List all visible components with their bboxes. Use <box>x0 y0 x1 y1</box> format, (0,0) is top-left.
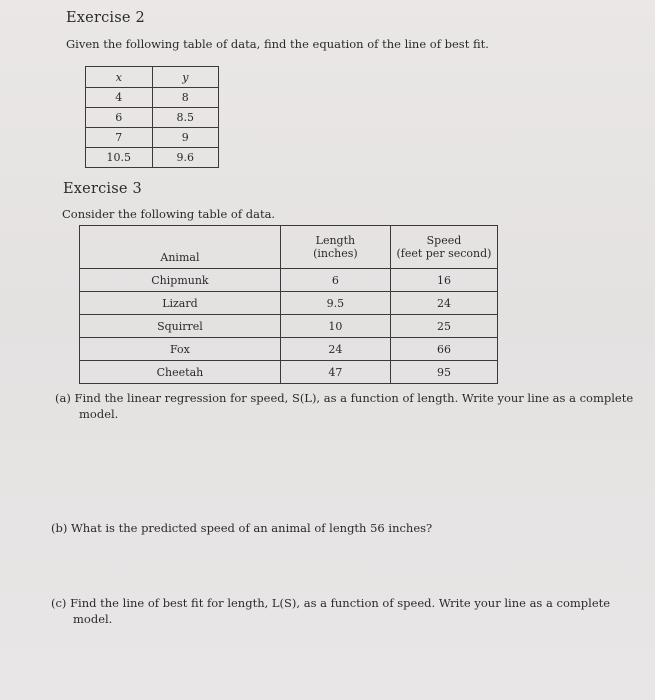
cell-y: 9.6 <box>152 148 218 168</box>
cell-speed: 95 <box>436 365 451 379</box>
cell-length: 24 <box>280 338 390 361</box>
question-c-line2: model. <box>73 612 113 626</box>
header-length-line1: Length <box>315 234 356 247</box>
exercise-2-table <box>85 66 219 168</box>
cell-speed: 16 <box>390 269 497 292</box>
table-row <box>80 361 498 384</box>
header-length <box>280 226 390 269</box>
header-animal <box>80 226 281 269</box>
header-y: y <box>152 67 218 88</box>
header-x: x <box>86 67 153 88</box>
cell-length: 10 <box>280 315 390 338</box>
question-c <box>51 595 641 627</box>
cell-animal: Lizard <box>80 292 281 315</box>
cell-animal: Cheetah <box>80 361 281 384</box>
question-b: (b) What is the predicted speed of an animal of length 56 inches? <box>51 521 433 535</box>
table-row <box>86 128 219 148</box>
cell-speed: 24 <box>390 292 497 315</box>
cell-x: 6 <box>86 108 153 128</box>
cell-length: 9.5 <box>280 292 390 315</box>
header-animal-label: Animal <box>160 251 200 264</box>
exercise-3-table <box>79 225 498 384</box>
table-header-row <box>80 226 498 269</box>
question-a-line2: model. <box>79 407 119 421</box>
exercise-3-instruction: Consider the following table of data. <box>62 207 276 221</box>
table-row <box>80 338 498 361</box>
question-c-line1: (c) Find the line of best fit for length, L(S), as a function of speed. Write your line as a complete <box>51 596 611 610</box>
cell-x: 7 <box>86 128 153 148</box>
cell-y: 8 <box>152 88 218 108</box>
header-speed-line2: (feet per second) <box>396 247 492 260</box>
table-row <box>86 108 219 128</box>
table-row <box>86 148 219 168</box>
cell-x: 4 <box>86 88 153 108</box>
cell-length: 47 <box>280 361 390 384</box>
question-a-line1: (a) Find the linear regression for speed, S(L), as a function of length. Write your line as a complete <box>55 391 634 405</box>
cell-animal: Fox <box>80 338 281 361</box>
table-row <box>86 88 219 108</box>
cell-speed: 25 <box>390 315 497 338</box>
exercise-2-instruction: Given the following table of data, find the equation of the line of best fit. <box>66 37 489 51</box>
exercise-3-title: Exercise 3 <box>63 181 142 197</box>
cell-y: 9 <box>152 128 218 148</box>
table-row <box>80 269 498 292</box>
cell-x: 10.5 <box>86 148 153 168</box>
cell-animal: Chipmunk <box>80 269 281 292</box>
table-row <box>80 292 498 315</box>
cell-animal: Squirrel <box>80 315 281 338</box>
cell-speed: 66 <box>390 338 497 361</box>
cell-length: 6 <box>280 269 390 292</box>
header-speed-line1: Speed <box>426 234 462 247</box>
table-row <box>80 315 498 338</box>
exercise-2-title: Exercise 2 <box>66 10 145 26</box>
header-speed <box>390 226 497 269</box>
table-header-row <box>86 67 219 88</box>
header-length-line2: (inches) <box>313 247 358 260</box>
question-a <box>55 390 645 422</box>
cell-y: 8.5 <box>152 108 218 128</box>
